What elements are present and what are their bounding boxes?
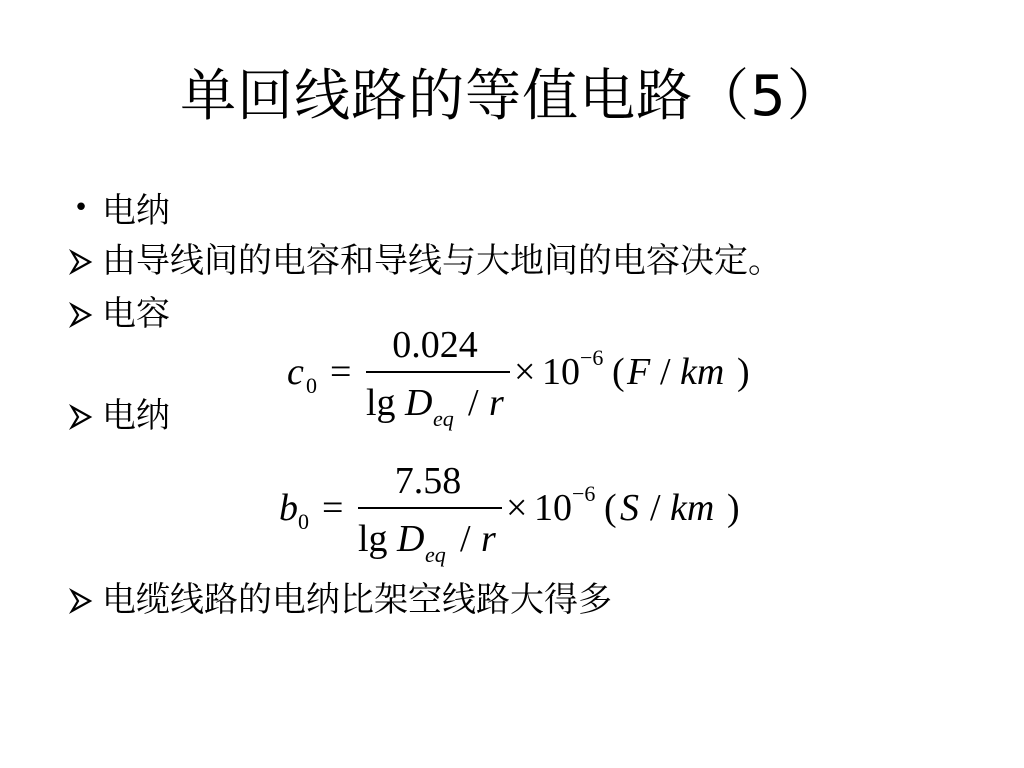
eq-unit-close: )	[727, 487, 740, 529]
slide-title: 单回线路的等值电路（5）	[180, 64, 844, 129]
eq-unit-numerator: F	[627, 351, 651, 393]
eq-denominator-lg: lg	[358, 518, 388, 560]
eq-denominator-slash: /	[468, 382, 479, 424]
eq-unit-denominator: km	[680, 351, 725, 393]
eq-denominator-subscript: eq	[433, 406, 454, 431]
eq-equals: =	[330, 351, 352, 393]
arrow-item-text: 电容	[102, 294, 170, 334]
bullet-item-text: 电纳	[102, 191, 170, 231]
eq-unit-open: (	[604, 487, 617, 529]
eq-exponent: −6	[580, 345, 604, 370]
eq-unit-open: (	[612, 351, 625, 393]
eq-exponent: −6	[572, 481, 596, 506]
eq-base: 10	[534, 487, 572, 529]
eq-times: ×	[514, 351, 536, 393]
eq-denominator-D: D	[405, 382, 433, 424]
susceptance-equation	[279, 460, 740, 567]
eq-denominator-r: r	[489, 382, 504, 424]
eq-lhs-subscript: 0	[298, 509, 309, 534]
eq-lhs-symbol: c	[287, 351, 304, 393]
arrow-item-text: 电纳	[102, 396, 170, 436]
eq-unit-denominator: km	[670, 487, 715, 529]
eq-denominator-r: r	[481, 518, 496, 560]
eq-times: ×	[506, 487, 528, 529]
eq-unit-numerator: S	[620, 487, 639, 529]
eq-numerator: 7.58	[394, 460, 462, 502]
eq-denominator-slash: /	[460, 518, 471, 560]
capacitance-equation	[287, 324, 750, 431]
eq-equals: =	[322, 487, 344, 529]
eq-unit-slash: /	[660, 351, 671, 393]
eq-unit-close: )	[737, 351, 750, 393]
eq-unit-slash: /	[650, 487, 661, 529]
eq-base: 10	[542, 351, 580, 393]
eq-numerator: 0.024	[392, 324, 478, 366]
bullet-dot-icon: •	[73, 193, 89, 223]
eq-denominator-D: D	[397, 518, 425, 560]
eq-lhs-symbol: b	[279, 487, 298, 529]
eq-denominator-subscript: eq	[425, 542, 446, 567]
arrow-item-text: 由导线间的电容和导线与大地间的电容决定。	[102, 241, 782, 281]
arrow-item-text: 电缆线路的电纳比架空线路大得多	[102, 580, 612, 620]
eq-denominator-lg: lg	[366, 382, 396, 424]
eq-lhs-subscript: 0	[306, 373, 317, 398]
